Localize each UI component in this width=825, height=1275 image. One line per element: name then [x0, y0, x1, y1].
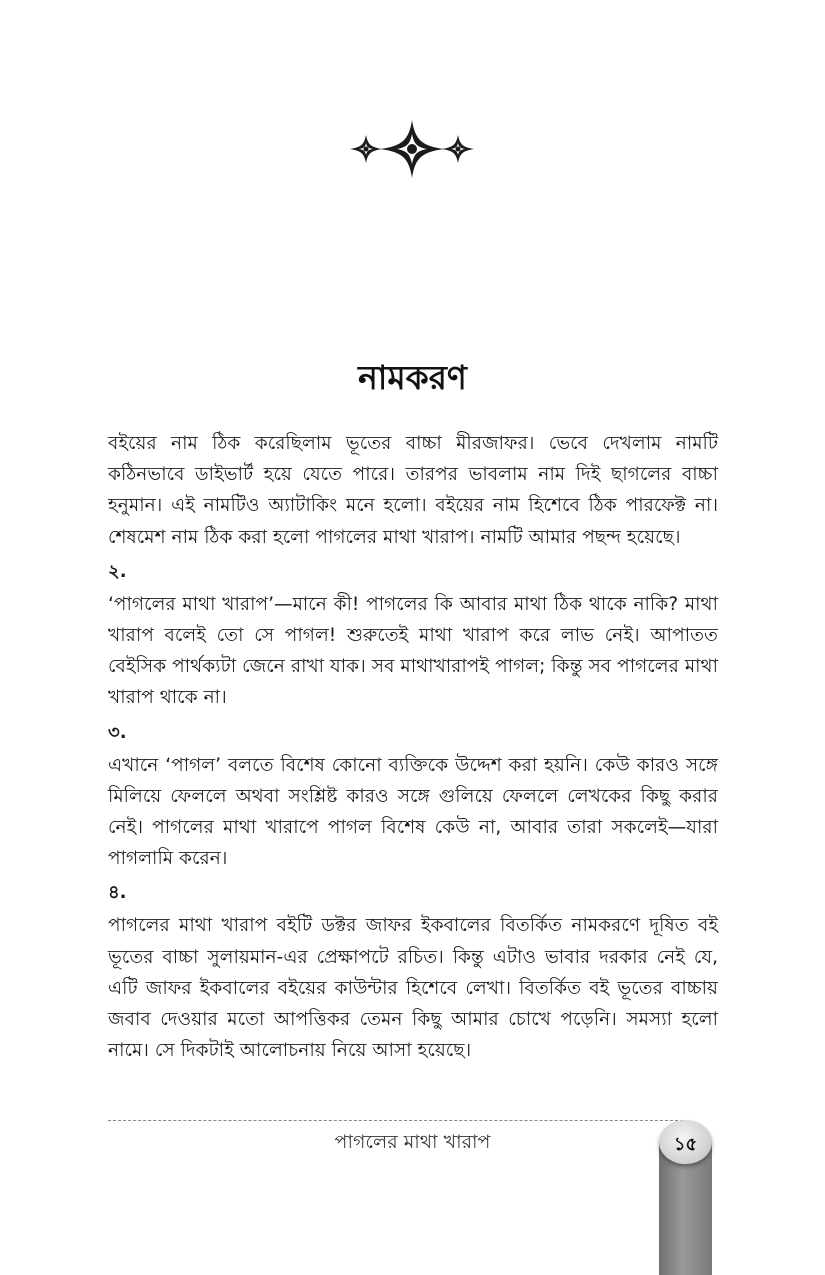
section-number-3: ৩. — [108, 721, 127, 743]
paragraph-4: পাগলের মাথা খারাপ বইটি ডক্টর জাফর ইকবালের বিতর্কিত নামকরণে দূষিত বই ভূতের বাচ্চা সুলায়মান-এর প্রেক্ষাপটে রচিত। কিন্তু এটাও ভাবার দরকার নেই যে, এটি জাফর ইকবালের বইয়ের কাউন্টার হিশেবে লেখা। বিতর্কিত বই ভূতের বাচ্চায় জবাব দেওয়ার মতো আপত্তিকর তেমন কিছু আমার চোখে পড়েনি। সমস্যা হলো নামে। সে দিকটাই আলোচনায় নিয়ে আসা হয়েছে। — [108, 915, 718, 1062]
star-ornament-icon — [346, 118, 478, 180]
paragraph-2: ‘পাগলের মাথা খারাপ’—মানে কী! পাগলের কি আবার মাথা ঠিক থাকে নাকি? মাথা খারাপ বলেই তো সে পাগল! শুরুতেই মাথা খারাপ করে লাভ নেই। আপাতত বেইসিক পার্থক্যটা জেনে রাখা যাক। সব মাথাখারাপই পাগল; কিন্তু সব পাগলের মাথা খারাপ থাকে না। — [108, 593, 718, 709]
paragraph-3: এখানে ‘পাগল’ বলতে বিশেষ কোনো ব্যক্তিকে উদ্দেশ করা হয়নি। কেউ কারও সঙ্গে মিলিয়ে ফেললে অথবা সংশ্লিষ্ট কারও সঙ্গে গুলিয়ে ফেললে লেখকের কিছু করার নেই। পাগলের মাথা খারাপে পাগল বিশেষ কেউ না, আবার তারা সকলেই—যারা পাগলামি করেন। — [108, 754, 718, 870]
running-footer-title: পাগলের মাথা খারাপ — [334, 1131, 491, 1153]
chapter-body — [108, 428, 718, 1066]
footer-divider — [108, 1120, 683, 1121]
paragraph-1: বইয়ের নাম ঠিক করেছিলাম ভূতের বাচ্চা মীরজাফর। ভেবে দেখলাম নামটি কঠিনভাবে ডাইভার্ট হয়ে যেতে পারে। তারপর ভাবলাম নাম দিই ছাগলের বাচ্চা হনুমান। এই নামটিও অ্যাটাকিং মনে হলো। বইয়ের নাম হিশেবে ঠিক পারফেক্ট না। শেষমেশ নাম ঠিক করা হলো পাগলের মাথা খারাপ। নামটি আমার পছন্দ হয়েছে। — [108, 433, 718, 548]
chapter-title: নামকরণ — [358, 358, 467, 397]
page-number: ১৫ — [673, 1134, 698, 1155]
section-number-2: ২. — [108, 560, 127, 582]
section-number-4: ৪. — [108, 882, 127, 904]
